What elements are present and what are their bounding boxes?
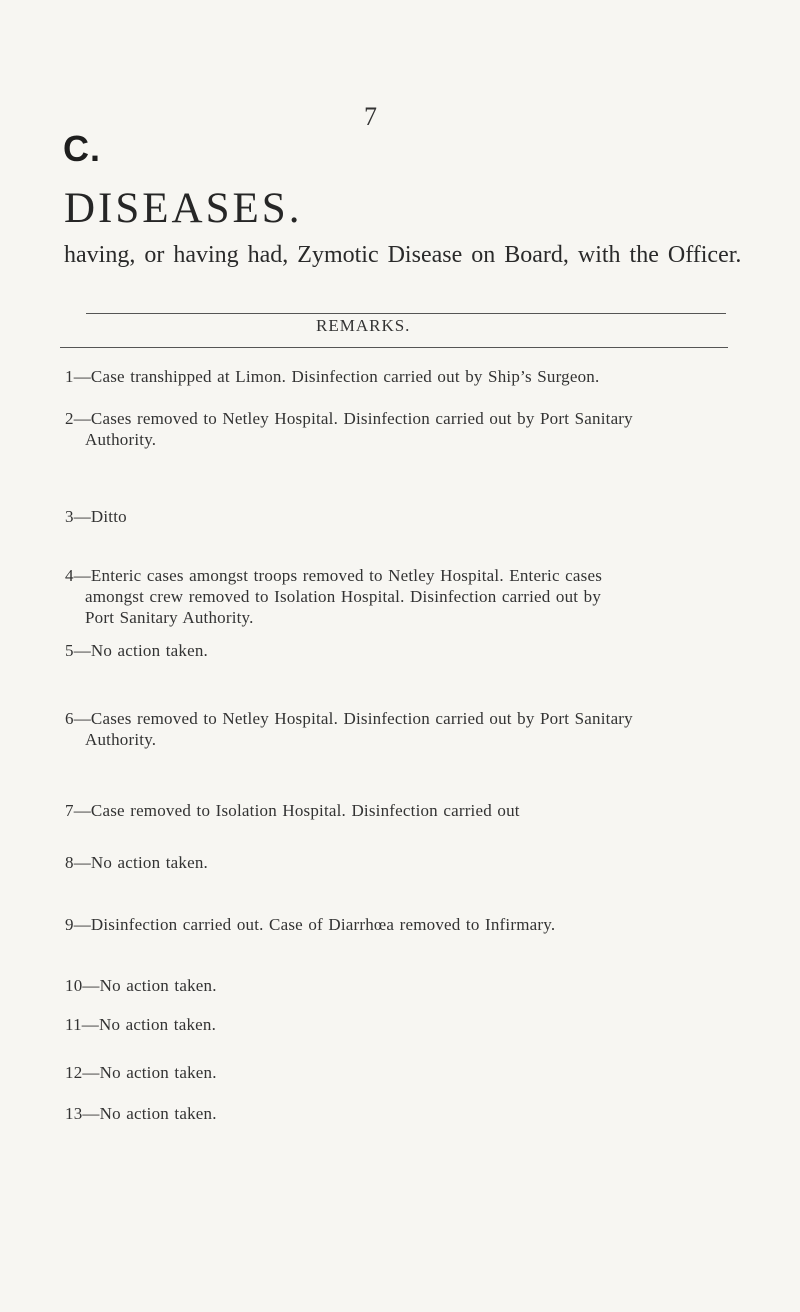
remark-number: 6 [65, 709, 74, 728]
remark-number: 12 [65, 1063, 83, 1082]
remark-item-1: 1—Case transhipped at Limon. Disinfection carried out by Ship’s Surgeon. [65, 367, 600, 386]
remarks-heading: REMARKS. [316, 316, 411, 335]
remark-number: 5 [65, 641, 74, 660]
remark-text: No action taken. [90, 853, 208, 872]
remark-item-9: 9—Disinfection carried out. Case of Diarrhœa removed to Infirmary. [65, 915, 556, 934]
remark-item-6: 6—Cases removed to Netley Hospital. Disinfection carried out by Port Sanitary Authority. [65, 708, 755, 750]
remark-text: Cases removed to Netley Hospital. Disinfection carried out by Port Sanitary [90, 709, 633, 728]
remark-text: Ditto [90, 507, 127, 526]
remark-text-continued: Port Sanitary Authority. [85, 608, 254, 627]
remark-text: No action taken. [98, 1015, 217, 1034]
remark-number: 10 [65, 976, 83, 995]
remark-number: 8 [65, 853, 74, 872]
page-number: 7 [364, 102, 377, 131]
remark-text-continued: Authority. [85, 730, 157, 749]
remark-text: No action taken. [99, 1063, 217, 1082]
remark-number: 7 [65, 801, 74, 820]
header-rule-top [86, 313, 726, 314]
remark-number: 2 [65, 409, 74, 428]
remark-text-continued: Authority. [85, 430, 157, 449]
remark-number: 13 [65, 1104, 83, 1123]
remark-number: 1 [65, 367, 74, 386]
remark-item-4: 4—Enteric cases amongst troops removed to Netley Hospital. Enteric cases amongst crew removed to Isolation Hospital. Disinfection carried out by Port Sanitary Authority. [65, 565, 755, 628]
page-subtitle: having, or having had, Zymotic Disease on Board, with the Officer. [64, 242, 742, 268]
remark-item-2: 2—Cases removed to Netley Hospital. Disinfection carried out by Port Sanitary Authority. [65, 408, 755, 450]
remark-text: Enteric cases amongst troops removed to Netley Hospital. Enteric cases [90, 566, 603, 585]
remark-item-12: 12—No action taken. [65, 1063, 217, 1082]
remark-text: No action taken. [99, 1104, 217, 1123]
remark-text: No action taken. [90, 641, 208, 660]
remark-text: Cases removed to Netley Hospital. Disinfection carried out by Port Sanitary [90, 409, 633, 428]
remark-number: 3 [65, 507, 74, 526]
remark-item-10: 10—No action taken. [65, 976, 217, 995]
section-letter: C. [63, 128, 101, 169]
remark-item-3: 3—Ditto [65, 507, 127, 526]
remark-item-13: 13—No action taken. [65, 1104, 217, 1123]
remark-item-5: 5—No action taken. [65, 641, 208, 660]
page-title: DISEASES. [64, 185, 303, 232]
remark-number: 11 [65, 1015, 82, 1034]
remark-item-8: 8—No action taken. [65, 853, 208, 872]
remark-text-continued: amongst crew removed to Isolation Hospital. Disinfection carried out by [85, 587, 602, 606]
remark-item-7: 7—Case removed to Isolation Hospital. Disinfection carried out [65, 801, 520, 820]
remark-text: Case transhipped at Limon. Disinfection carried out by Ship’s Surgeon. [90, 367, 600, 386]
remark-text: Disinfection carried out. Case of Diarrhœa removed to Infirmary. [90, 915, 556, 934]
header-rule-bottom [60, 347, 728, 348]
remark-text: Case removed to Isolation Hospital. Disinfection carried out [90, 801, 520, 820]
remark-text: No action taken. [99, 976, 217, 995]
remark-number: 9 [65, 915, 74, 934]
remark-number: 4 [65, 566, 74, 585]
remark-item-11: 11—No action taken. [65, 1015, 217, 1034]
